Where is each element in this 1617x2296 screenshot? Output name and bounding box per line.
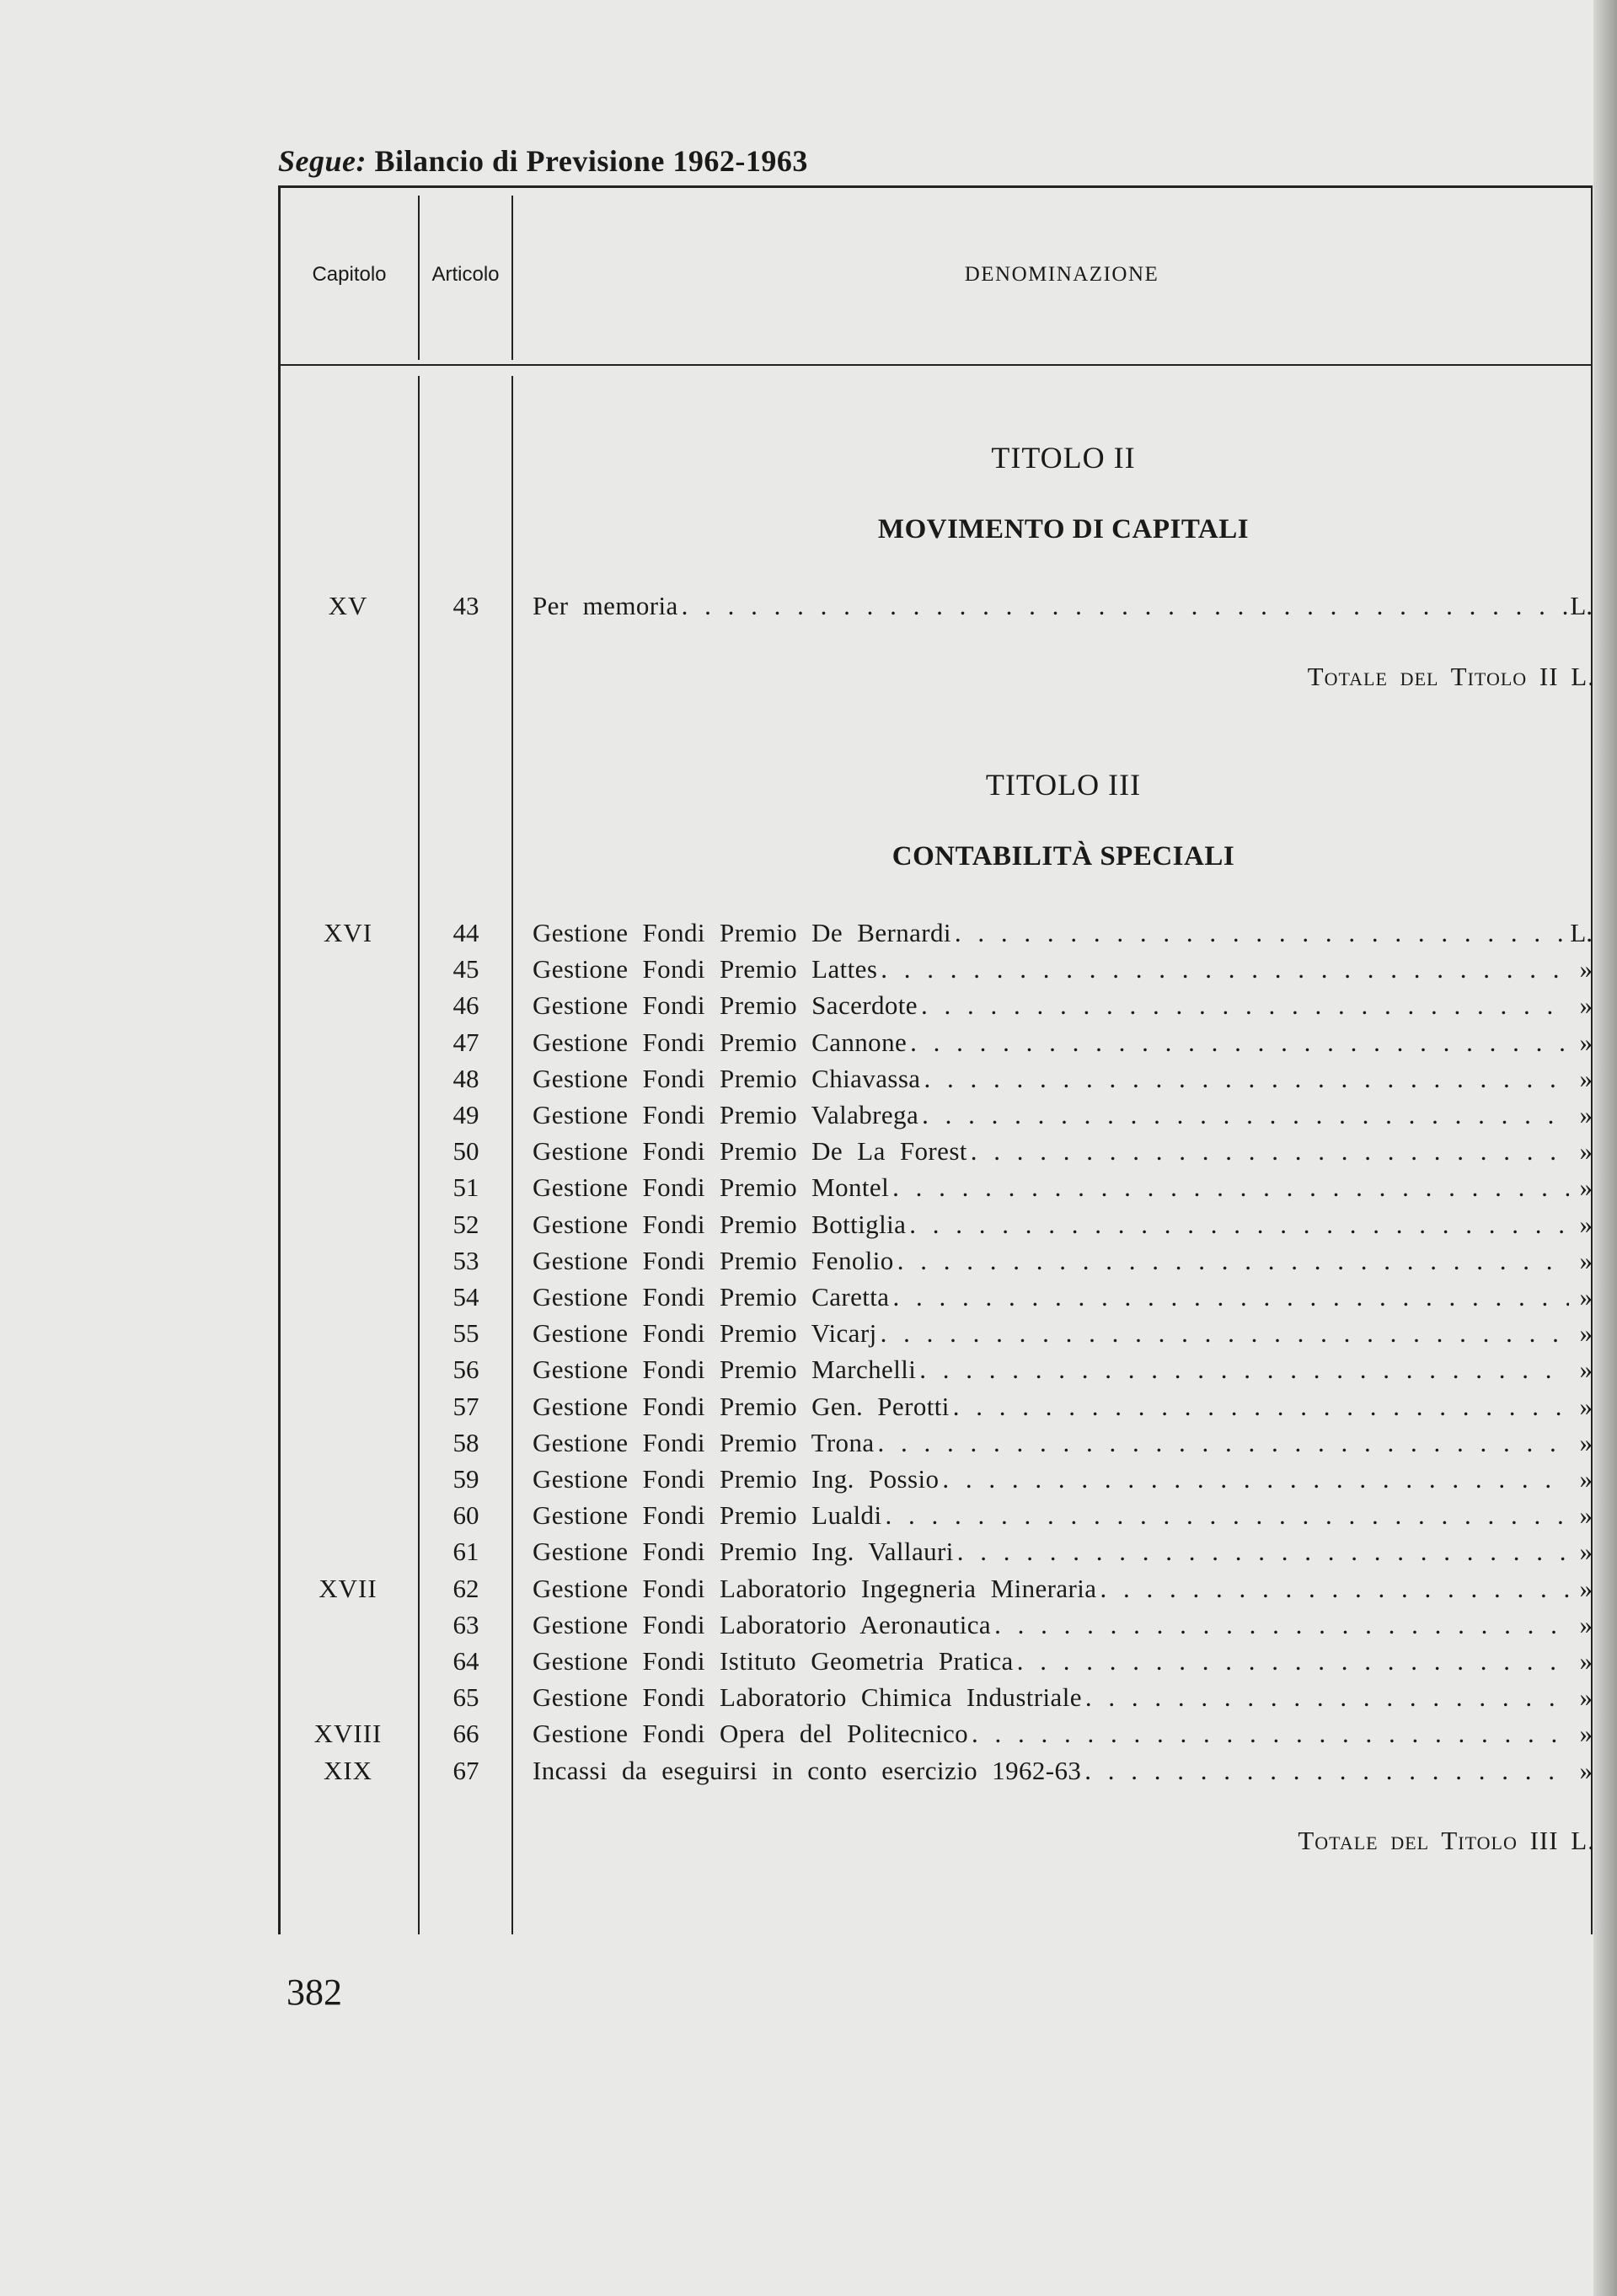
denominazione-cell: Gestione Fondi Premio Valabrega bbox=[533, 1100, 919, 1129]
table-row bbox=[278, 1351, 1593, 1387]
denominazione-cell: Gestione Fondi Premio Lattes bbox=[533, 954, 878, 984]
denominazione-cell: Gestione Fondi Laboratorio Aeronautica bbox=[533, 1609, 992, 1639]
articolo-cell: 60 bbox=[452, 1500, 479, 1531]
unit-cell: » bbox=[1579, 1282, 1593, 1312]
unit-cell: » bbox=[1579, 1573, 1593, 1603]
denominazione-cell: Gestione Fondi Premio Vicarj bbox=[533, 1318, 877, 1349]
table-row bbox=[278, 1315, 1593, 1351]
articolo-cell: 56 bbox=[452, 1355, 479, 1385]
denominazione-cell: Gestione Fondi Premio Lualdi bbox=[533, 1500, 882, 1531]
leader-dots bbox=[967, 1133, 1569, 1169]
denominazione-cell: Gestione Fondi Premio Caretta bbox=[533, 1282, 890, 1312]
leader-dots bbox=[877, 951, 1569, 987]
articolo-cell: 55 bbox=[452, 1318, 479, 1349]
leader-dots bbox=[954, 1533, 1569, 1569]
articolo-cell: 66 bbox=[452, 1719, 479, 1749]
table-row bbox=[278, 1024, 1593, 1060]
capitolo-cell: XVII bbox=[319, 1573, 377, 1603]
table-row bbox=[278, 1533, 1593, 1569]
articolo-cell: 48 bbox=[452, 1063, 479, 1093]
table-top-rule bbox=[278, 185, 1593, 188]
unit-cell: » bbox=[1579, 990, 1593, 1021]
unit-cell: » bbox=[1579, 1427, 1593, 1457]
denominazione-cell: Gestione Fondi Premio De Bernardi bbox=[533, 918, 951, 947]
table-row bbox=[278, 1133, 1593, 1169]
denominazione-cell: Gestione Fondi Premio Trona bbox=[533, 1427, 875, 1457]
denominazione-cell: Gestione Fondi Premio Cannone bbox=[533, 1027, 908, 1057]
capitolo-cell: XVI bbox=[323, 918, 373, 947]
unit-cell: » bbox=[1579, 1063, 1593, 1093]
table-row bbox=[278, 1643, 1593, 1679]
titolo-iii-section: CONTABILITÀ SPECIALI bbox=[891, 841, 1235, 872]
titolo-iii-heading: TITOLO III bbox=[985, 768, 1142, 802]
articolo-cell: 46 bbox=[452, 990, 479, 1021]
denominazione-cell: Gestione Fondi Laboratorio Ingegneria Mineraria bbox=[533, 1573, 1097, 1603]
table-row bbox=[278, 1388, 1593, 1424]
denominazione-cell: Gestione Fondi Opera del Politecnico bbox=[533, 1719, 969, 1749]
running-head-italic: Segue: bbox=[278, 144, 367, 178]
articolo-cell: 57 bbox=[452, 1391, 479, 1421]
unit-cell: » bbox=[1579, 1318, 1593, 1349]
leader-dots bbox=[1081, 1752, 1569, 1789]
totale-titolo-iii: Totale del Titolo III L. bbox=[1298, 1826, 1595, 1855]
leader-dots bbox=[991, 1607, 1569, 1643]
table-row bbox=[278, 1570, 1593, 1607]
unit-cell: » bbox=[1579, 1646, 1593, 1676]
table-row bbox=[278, 1461, 1593, 1497]
leader-dots bbox=[889, 1169, 1569, 1205]
table-row bbox=[278, 1715, 1593, 1752]
table-row bbox=[278, 1279, 1593, 1315]
leader-dots bbox=[916, 1351, 1569, 1387]
table-header-bottom-rule bbox=[278, 364, 1593, 366]
denominazione-cell: Gestione Fondi Premio Bottiglia bbox=[533, 1209, 907, 1239]
leader-dots bbox=[1082, 1679, 1569, 1715]
articolo-cell: 54 bbox=[452, 1282, 479, 1312]
articolo-cell: 65 bbox=[452, 1682, 479, 1713]
unit-cell: » bbox=[1579, 1500, 1593, 1531]
table-row bbox=[278, 951, 1593, 987]
table-row bbox=[278, 1679, 1593, 1715]
titolo-ii-heading: TITOLO II bbox=[991, 441, 1136, 475]
table-row bbox=[278, 1206, 1593, 1242]
articolo-cell: 43 bbox=[452, 591, 479, 620]
leader-dots bbox=[889, 1279, 1569, 1315]
denominazione-cell: Gestione Fondi Premio Marchelli bbox=[533, 1355, 917, 1385]
table-row bbox=[278, 1752, 1593, 1789]
table-row bbox=[278, 1607, 1593, 1643]
table-row bbox=[278, 1424, 1593, 1461]
unit-cell: » bbox=[1579, 1609, 1593, 1639]
articolo-cell: 58 bbox=[452, 1427, 479, 1457]
leader-dots bbox=[906, 1206, 1569, 1242]
table-row bbox=[278, 987, 1593, 1023]
header-capitolo: Capitolo bbox=[312, 263, 387, 286]
articolo-cell: 64 bbox=[452, 1646, 479, 1676]
articolo-cell: 45 bbox=[452, 954, 479, 984]
articolo-cell: 51 bbox=[452, 1172, 479, 1203]
table-row bbox=[278, 1169, 1593, 1205]
totale-titolo-ii: Totale del Titolo II L. bbox=[1307, 662, 1595, 691]
leader-dots bbox=[894, 1242, 1569, 1279]
leader-dots bbox=[877, 1315, 1569, 1351]
denominazione-cell: Gestione Fondi Premio Chiavassa bbox=[533, 1063, 921, 1093]
articolo-cell: 63 bbox=[452, 1609, 479, 1639]
unit-cell: » bbox=[1579, 1719, 1593, 1749]
articolo-cell: 44 bbox=[452, 918, 479, 947]
unit-cell: » bbox=[1579, 1391, 1593, 1421]
leader-dots bbox=[875, 1424, 1569, 1461]
table-row bbox=[278, 1497, 1593, 1533]
table-row bbox=[278, 1060, 1593, 1097]
table-row bbox=[278, 587, 1593, 624]
denominazione-cell: Gestione Fondi Premio Sacerdote bbox=[533, 990, 918, 1021]
leader-dots bbox=[678, 587, 1569, 624]
denominazione-cell: Gestione Fondi Premio Ing. Vallauri bbox=[533, 1537, 954, 1567]
denominazione-cell: Gestione Fondi Laboratorio Chimica Industriale bbox=[533, 1682, 1082, 1713]
articolo-cell: 49 bbox=[452, 1100, 479, 1129]
unit-cell: » bbox=[1579, 954, 1593, 984]
unit-cell: » bbox=[1579, 1100, 1593, 1129]
unit-cell: » bbox=[1579, 1245, 1593, 1275]
capitolo-cell: XIX bbox=[323, 1755, 373, 1785]
unit-cell: » bbox=[1579, 1464, 1593, 1494]
page-edge-shadow bbox=[1593, 0, 1617, 2296]
unit-cell: L. bbox=[1570, 918, 1593, 947]
leader-dots bbox=[907, 1024, 1569, 1060]
unit-cell: » bbox=[1579, 1172, 1593, 1203]
table-row bbox=[278, 1097, 1593, 1133]
denominazione-cell: Gestione Fondi Premio Montel bbox=[533, 1172, 890, 1203]
articolo-cell: 61 bbox=[452, 1537, 479, 1567]
table-row bbox=[278, 1242, 1593, 1279]
denominazione-cell: Gestione Fondi Istituto Geometria Pratica bbox=[533, 1646, 1014, 1676]
articolo-cell: 50 bbox=[452, 1136, 479, 1167]
capitolo-cell: XV bbox=[328, 591, 368, 620]
denominazione-cell: Gestione Fondi Premio Fenolio bbox=[533, 1245, 894, 1275]
unit-cell: » bbox=[1579, 1355, 1593, 1385]
leader-dots bbox=[1096, 1570, 1569, 1607]
unit-cell: » bbox=[1579, 1209, 1593, 1239]
table-row bbox=[278, 915, 1593, 951]
leader-dots bbox=[968, 1715, 1569, 1752]
articolo-cell: 59 bbox=[452, 1464, 479, 1494]
unit-cell: » bbox=[1579, 1755, 1593, 1785]
page-number: 382 bbox=[286, 1971, 342, 2013]
unit-cell: L. bbox=[1570, 591, 1593, 620]
leader-dots bbox=[950, 1388, 1569, 1424]
denominazione-cell: Gestione Fondi Premio De La Forest bbox=[533, 1136, 967, 1167]
leader-dots bbox=[918, 987, 1569, 1023]
unit-cell: » bbox=[1579, 1682, 1593, 1713]
leader-dots bbox=[939, 1461, 1569, 1497]
articolo-denom-divider-header bbox=[511, 196, 513, 360]
leader-dots bbox=[1014, 1643, 1569, 1679]
articolo-cell: 52 bbox=[452, 1209, 479, 1239]
header-denominazione: DENOMINAZIONE bbox=[964, 263, 1159, 286]
header-articolo: Articolo bbox=[431, 263, 500, 286]
articolo-cell: 47 bbox=[452, 1027, 479, 1057]
articolo-cell: 53 bbox=[452, 1245, 479, 1275]
denominazione-cell: Per memoria bbox=[533, 591, 678, 620]
unit-cell: » bbox=[1579, 1537, 1593, 1567]
leader-dots bbox=[918, 1097, 1569, 1133]
leader-dots bbox=[951, 915, 1569, 951]
denominazione-cell: Gestione Fondi Premio Gen. Perotti bbox=[533, 1391, 950, 1421]
leader-dots bbox=[920, 1060, 1569, 1097]
unit-cell: » bbox=[1579, 1027, 1593, 1057]
titolo-ii-section: MOVIMENTO DI CAPITALI bbox=[877, 514, 1250, 544]
unit-cell: » bbox=[1579, 1136, 1593, 1167]
running-head bbox=[278, 143, 808, 179]
running-head-text: Bilancio di Previsione 1962-1963 bbox=[374, 144, 808, 178]
denominazione-cell: Incassi da eseguirsi in conto esercizio 1962-63 bbox=[533, 1755, 1082, 1785]
denominazione-cell: Gestione Fondi Premio Ing. Possio bbox=[533, 1464, 940, 1494]
capitolo-cell: XVIII bbox=[313, 1719, 383, 1749]
leader-dots bbox=[881, 1497, 1569, 1533]
articolo-cell: 67 bbox=[452, 1755, 479, 1785]
articolo-cell: 62 bbox=[452, 1573, 479, 1603]
